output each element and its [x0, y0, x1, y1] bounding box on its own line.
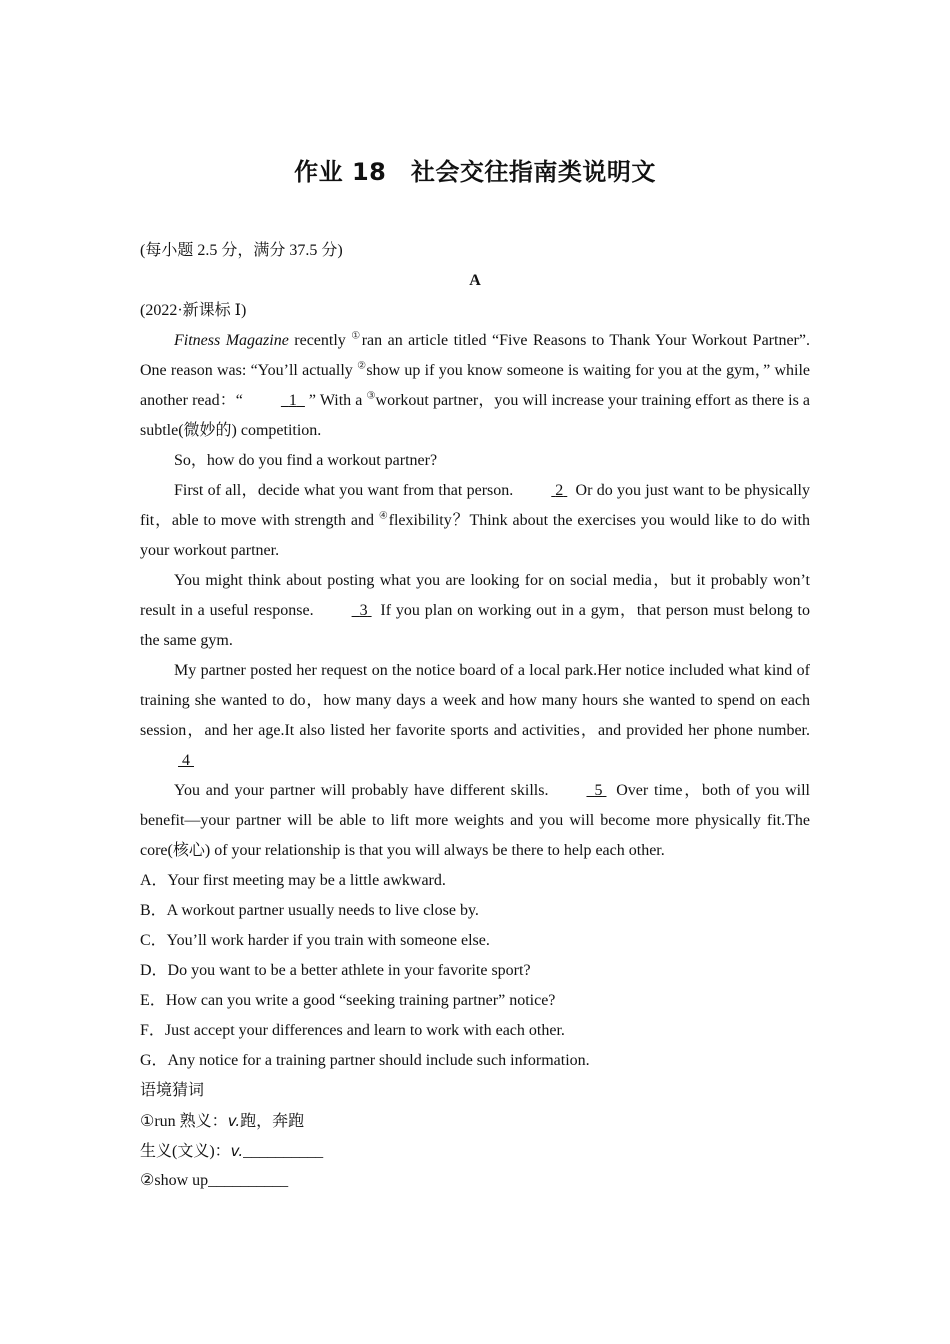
marker-2: ② — [357, 360, 367, 372]
option-c: C．You’ll work harder if you train with someone else. — [140, 932, 490, 949]
text: Over time，both of you will benefit—your partner will be able to lift more weights and you will become more physically fit.The core(核心) of your relationship is that you will always be there to help each other. — [140, 782, 811, 859]
source-note: (2022·新课标 Ⅰ) — [140, 302, 247, 319]
paragraph-2: So，how do you find a workout partner? — [174, 452, 438, 469]
option-g: G．Any notice for a training partner should include such information. — [140, 1052, 590, 1069]
text: flexibility？Think about the exercises you would like to do with your workout partner. — [140, 512, 810, 559]
marker-3: ③ — [366, 390, 376, 402]
paragraph-3 — [140, 476, 810, 566]
text: You might think about posting what you are looking for on social media，but it probably won’t result in a useful response. — [140, 572, 810, 619]
option-a: A．Your first meeting may be a little awkward. — [140, 872, 446, 889]
vocab-line-3: ②show up__________ — [140, 1172, 289, 1189]
option-d: D．Do you want to be a better athlete in your favorite sport? — [140, 962, 531, 979]
blank-5[interactable]: 5 — [594, 782, 603, 799]
blank-4[interactable]: 4 — [182, 752, 190, 769]
vocab-heading: 语境猜词 — [140, 1082, 205, 1099]
text: ran an article titled “Five Reasons to Thank Your Workout Partner”. One reason was: “You’ll actually — [140, 332, 810, 379]
vocab-line-2: 生义(文义)：v.__________ — [140, 1142, 324, 1160]
paragraph-5 — [140, 656, 810, 776]
marker-4: ④ — [378, 510, 389, 522]
document-body — [140, 236, 810, 1196]
text: First of all，decide what you want from that person. — [174, 482, 514, 499]
text: Or do you just want to be physically fit，able to move with strength and — [140, 482, 810, 529]
option-e: E．How can you write a good “seeking training partner” notice? — [140, 992, 556, 1009]
paragraph-6 — [140, 776, 810, 866]
text: My partner posted her request on the notice board of a local park.Her notice included what kind of training she wanted to do，how many days a week and how many hours she wanted to spend on each session，and her age.It also listed her favorite sports and activities，and provided her phone number. — [140, 662, 810, 739]
blank-1[interactable]: 1 — [288, 392, 297, 409]
text: You and your partner will probably have different skills. — [174, 782, 549, 799]
blank-3[interactable]: 3 — [359, 602, 368, 619]
score-note: (每小题 2.5 分，满分 37.5 分) — [140, 242, 343, 259]
paragraph-4 — [140, 566, 810, 656]
vocab-answer-blank[interactable]: __________ — [243, 1143, 324, 1160]
text: show up if you know someone is waiting for you at the gym，” while another read：“ — [140, 362, 811, 409]
paragraph-1 — [140, 326, 810, 446]
text: recently — [288, 332, 352, 349]
section-label: A — [469, 272, 481, 289]
page-title: 作业 18 社会交往指南类说明文 — [294, 158, 656, 186]
text: If you plan on working out in a gym，that person must belong to the same gym. — [140, 602, 810, 649]
text: workout partner，you will increase your training effort as there is a subtle(微妙的) competition. — [140, 392, 810, 439]
option-f: F．Just accept your differences and learn to work with each other. — [140, 1022, 565, 1039]
option-b: B．A workout partner usually needs to live close by. — [140, 902, 479, 919]
vocab-line-1: ①run 熟义：v.跑，奔跑 — [140, 1112, 305, 1130]
marker-1: ① — [351, 330, 362, 342]
text: ” With a — [308, 392, 367, 409]
blank-2[interactable]: 2 — [555, 482, 564, 499]
magazine-name: Fitness Magazine — [174, 332, 289, 349]
